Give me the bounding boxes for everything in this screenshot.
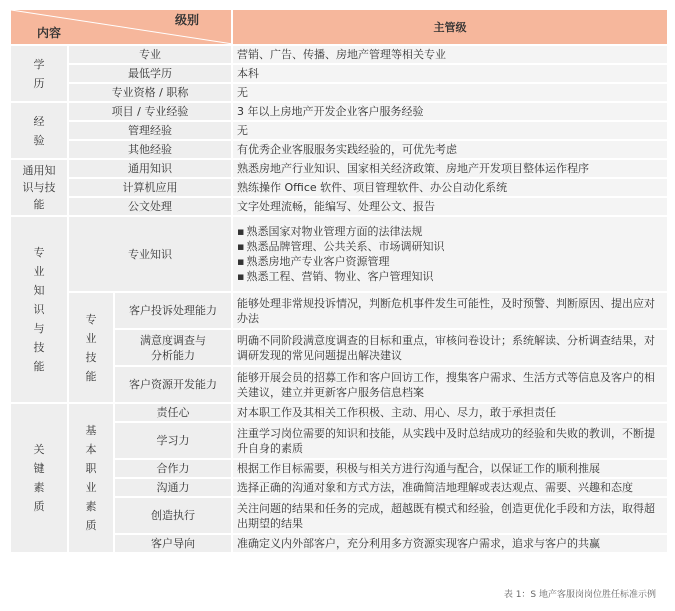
item-label: 专业知识	[68, 216, 232, 292]
table-row	[10, 83, 668, 102]
table-caption: 表 1：S 地产客服岗岗位胜任标准示例	[503, 590, 656, 600]
subcategory-basic-quality: 基本职业素质	[68, 403, 114, 553]
item-label: 其他经验	[68, 140, 232, 159]
item-label: 沟通力	[114, 478, 232, 497]
header-corner-cell	[10, 9, 232, 45]
category-key-quality: 关键素质	[10, 403, 68, 553]
category-professional: 专业知识与技能	[10, 216, 68, 403]
table-header-row	[10, 9, 668, 45]
item-label: 客户资源开发能力	[114, 366, 232, 403]
table-row	[10, 140, 668, 159]
item-label: 计算机应用	[68, 178, 232, 197]
list-item: ▪ 熟悉工程、营销、物业、客户管理知识	[237, 269, 663, 284]
item-value: 对本职工作及其相关工作积极、主动、用心、尽力，敢于承担责任	[232, 403, 668, 422]
item-value: 营销、广告、传播、房地产管理等相关专业	[232, 45, 668, 64]
table-row	[10, 292, 668, 329]
item-value: 准确定义内外部客户，充分利用多方资源实现客户需求，追求与客户的共赢	[232, 534, 668, 553]
item-value: 注重学习岗位需要的知识和技能，从实践中及时总结成功的经验和失败的教训，不断提升自身的素质	[232, 422, 668, 459]
item-label: 通用知识	[68, 159, 232, 178]
table-row	[10, 121, 668, 140]
knowledge-list	[232, 216, 668, 292]
item-value: 无	[232, 121, 668, 140]
item-value: 熟练操作 Office 软件、项目管理软件、办公自动化系统	[232, 178, 668, 197]
item-value: 文字处理流畅，能编写、处理公文、报告	[232, 197, 668, 216]
item-value: 明确不同阶段满意度调查的目标和重点，审核问卷设计；系统解读、分析调查结果，对调研发现的常见问题提出解决建议	[232, 329, 668, 366]
item-value: 本科	[232, 64, 668, 83]
subcategory-skills: 专业技能	[68, 292, 114, 403]
item-value: 根据工作目标需要，积极与相关方进行沟通与配合，以保证工作的顺利推展	[232, 459, 668, 478]
item-label: 项目 / 专业经验	[68, 102, 232, 121]
table-row	[10, 45, 668, 64]
item-label: 学习力	[114, 422, 232, 459]
item-label: 最低学历	[68, 64, 232, 83]
category-general-skills: 通用知识与技能	[10, 159, 68, 216]
category-experience: 经验	[10, 102, 68, 159]
table-row	[10, 403, 668, 422]
item-value: 能够处理非常规投诉情况，判断危机事件发生可能性，及时预警、判断原因、提出应对办法	[232, 292, 668, 329]
list-item: ▪ 熟悉品牌管理、公共关系、市场调研知识	[237, 239, 663, 254]
list-item: ▪ 熟悉国家对物业管理方面的法律法规	[237, 224, 663, 239]
item-label: 公文处理	[68, 197, 232, 216]
list-item: ▪ 熟悉房地产专业客户资源管理	[237, 254, 663, 269]
item-label: 管理经验	[68, 121, 232, 140]
item-value: 熟悉房地产行业知识、国家相关经济政策、房地产开发项目整体运作程序	[232, 159, 668, 178]
item-label: 专业资格 / 职称	[68, 83, 232, 102]
item-value: 关注问题的结果和任务的完成，超越既有模式和经验，创造更优化手段和方法，取得超出期望的结果	[232, 497, 668, 534]
category-education: 学历	[10, 45, 68, 102]
header-level-label: 级别	[175, 13, 200, 27]
item-value: 能够开展会员的招募工作和客户回访工作，搜集客户需求、生活方式等信息及客户的相关建议，建立并更新客户服务信息档案	[232, 366, 668, 403]
item-label: 责任心	[114, 403, 232, 422]
competency-requirements-table	[9, 8, 669, 554]
item-value: 有优秀企业客服服务实践经验的，可优先考虑	[232, 140, 668, 159]
table-row	[10, 197, 668, 216]
table-row	[10, 159, 668, 178]
item-label: 客户导向	[114, 534, 232, 553]
table-row	[10, 102, 668, 121]
item-label: 创造执行	[114, 497, 232, 534]
item-label: 专业	[68, 45, 232, 64]
item-value: 无	[232, 83, 668, 102]
item-label: 满意度调查与分析能力	[114, 329, 232, 366]
table-row	[10, 178, 668, 197]
header-position-title: 主管级	[232, 9, 668, 45]
item-label: 客户投诉处理能力	[114, 292, 232, 329]
table-row	[10, 64, 668, 83]
item-value: 3 年以上房地产开发企业客户服务经验	[232, 102, 668, 121]
header-content-label: 内容	[37, 26, 62, 40]
competency-table-container	[9, 8, 667, 554]
item-value: 选择正确的沟通对象和方式方法，准确简洁地理解或表达观点、需要、兴趣和态度	[232, 478, 668, 497]
table-row	[10, 216, 668, 292]
item-label: 合作力	[114, 459, 232, 478]
